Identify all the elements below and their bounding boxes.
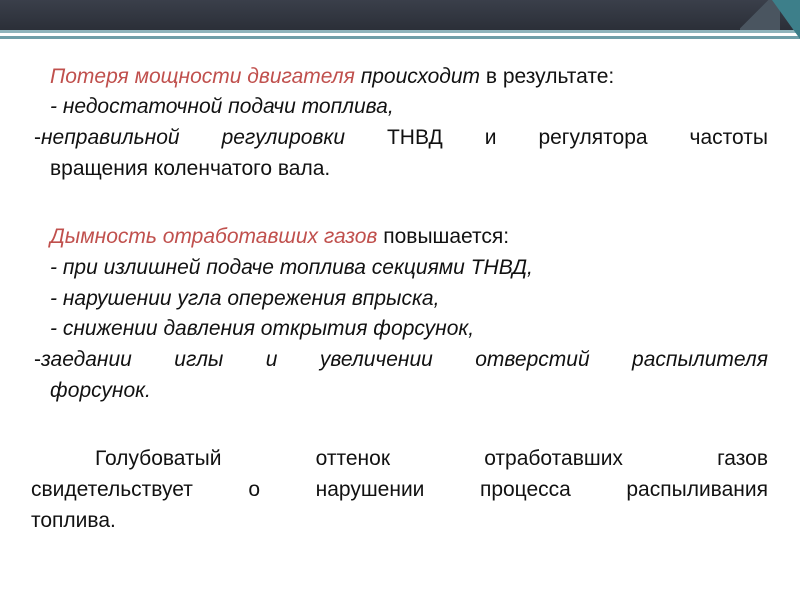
word: газов: [717, 447, 768, 470]
smoke-heading: [50, 222, 509, 253]
smoke-rest: повышается:: [383, 225, 510, 248]
power-loss-item-2: [34, 123, 768, 154]
word: нарушении: [315, 478, 425, 501]
word: распыливания: [626, 478, 768, 501]
word: свидетельствует: [31, 478, 193, 501]
word: неправильной: [41, 126, 180, 149]
smoke-item-4-cont: [50, 376, 151, 407]
word: о: [248, 478, 261, 501]
smoke-term: Дымность отработавших газов: [50, 225, 378, 248]
word: и: [265, 348, 278, 371]
blue-tint-line-2: [31, 475, 768, 506]
smoke-item-4: [34, 345, 768, 376]
list-dash: -: [34, 126, 41, 149]
word: и: [484, 126, 497, 149]
smoke-item-2: - нарушении угла опережения впрыска,: [50, 287, 440, 310]
word: регулятора: [538, 126, 648, 149]
word: оттенок: [315, 447, 391, 470]
word: иглы: [174, 348, 224, 371]
power-loss-item-1: - недостаточной подачи топлива,: [50, 95, 394, 118]
power-loss-heading: [50, 62, 614, 93]
word: форсунок.: [50, 379, 151, 402]
word: увеличении: [319, 348, 433, 371]
word: распылителя: [632, 348, 768, 371]
word: заедании: [41, 348, 132, 371]
word: отверстий: [475, 348, 590, 371]
word: частоты: [689, 126, 768, 149]
word: отработавших: [484, 447, 623, 470]
blue-tint-line-1: [95, 444, 768, 475]
word: процесса: [479, 478, 571, 501]
word: регулировки: [221, 126, 345, 149]
word: Голубоватый: [95, 447, 222, 470]
power-loss-term: Потеря мощности двигателя: [50, 65, 355, 88]
power-loss-item-2-cont: вращения коленчатого вала.: [50, 157, 331, 180]
power-loss-rest: в результате:: [485, 65, 615, 88]
word: ТНВД: [386, 126, 443, 149]
power-loss-verb: происходит: [360, 65, 481, 88]
blue-tint-line-3: топлива.: [31, 509, 116, 532]
smoke-item-3: - снижении давления открытия форсунок,: [50, 317, 475, 340]
list-dash: -: [34, 348, 41, 371]
smoke-item-1: - при излишней подаче топлива секциями ТНВД,: [50, 256, 533, 279]
